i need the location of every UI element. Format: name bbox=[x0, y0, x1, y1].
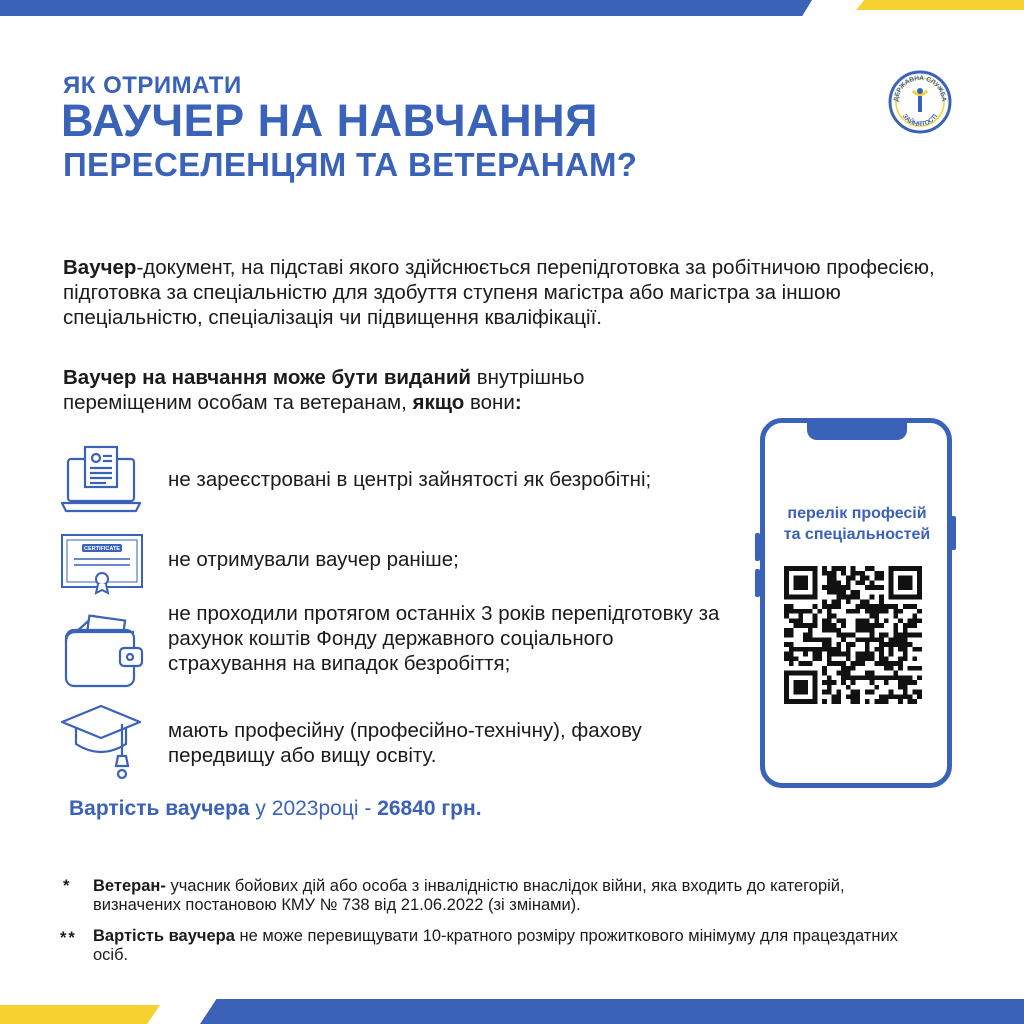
cost-value: 26840 грн. bbox=[377, 797, 482, 820]
footnote-mark-1: * bbox=[63, 877, 70, 895]
qr-code-icon[interactable] bbox=[784, 566, 922, 704]
wallet-icon bbox=[60, 612, 146, 690]
certificate-badge: CERTIFICATE bbox=[84, 546, 120, 552]
definition-text: -документ, на підставі якого здійснюється перепідготовка за робітничою професією, підготовка за спеціальністю для здобуття ступеня магістра або магістра за іншою спеціальністю, спеціалізація чи підвищення кваліфікації. bbox=[63, 256, 935, 329]
bottom-yellow-stripe bbox=[0, 1005, 160, 1024]
professions-list-link[interactable] bbox=[770, 503, 944, 545]
cost-middle: у 2023році - bbox=[249, 797, 378, 820]
footnote-2-text: не може перевищувати 10-кратного розміру прожиткового мінімуму для працездатних осіб. bbox=[93, 927, 898, 964]
phone-text-line-1: перелік професій bbox=[787, 505, 927, 522]
intro-text-2: вони bbox=[464, 391, 515, 414]
logo-text-bottom: ЗАЙНЯТОСТІ bbox=[900, 112, 940, 129]
voucher-definition bbox=[63, 255, 943, 330]
intro-bold-3: : bbox=[514, 391, 522, 414]
phone-side-button bbox=[755, 569, 760, 597]
title-line-1: ЯК ОТРИМАТИ bbox=[63, 72, 242, 99]
phone-side-button bbox=[951, 516, 956, 550]
top-blue-stripe bbox=[0, 0, 812, 16]
laptop-document-icon bbox=[60, 445, 142, 517]
footnote-2 bbox=[93, 927, 913, 965]
phone-notch bbox=[807, 418, 907, 440]
bottom-blue-stripe bbox=[200, 999, 1024, 1024]
condition-1: не зареєстровані в центрі зайнятості як безробітні; bbox=[168, 468, 652, 491]
footnote-1-term: Ветеран- bbox=[93, 877, 166, 895]
title-line-2: ВАУЧЕР НА НАВЧАННЯ bbox=[61, 95, 598, 146]
certificate-icon bbox=[60, 533, 144, 595]
title-line-3: ПЕРЕСЕЛЕНЦЯМ ТА ВЕТЕРАНАМ? bbox=[63, 146, 638, 183]
footnote-2-term: Вартість ваучера bbox=[93, 927, 235, 945]
intro-bold-2: якщо bbox=[412, 391, 465, 414]
footnote-1-text: учасник бойових дій або особа з інвалідністю внаслідок війни, яка входить до категорій, визначених постановою КМУ № 738 від 21.06.2022 (зі змінами). bbox=[93, 877, 845, 914]
intro-text-1: внутрішньо переміщеним особам та ветеранам, bbox=[63, 366, 585, 414]
definition-term: Ваучер bbox=[63, 256, 137, 279]
graduation-cap-icon bbox=[58, 700, 144, 782]
top-yellow-stripe bbox=[856, 0, 1024, 10]
phone-text-line-2: та спеціальностей bbox=[783, 526, 931, 543]
condition-3: не проходили протягом останніх 3 років перепідготовку за рахунок коштів Фонду державного соціального страхування на випадок безробіття; bbox=[168, 602, 720, 675]
employment-service-logo bbox=[888, 70, 952, 134]
footnote-mark-2: ** bbox=[60, 929, 77, 947]
voucher-cost bbox=[69, 797, 482, 821]
condition-2: не отримували ваучер раніше; bbox=[168, 548, 459, 571]
logo-text-top: ДЕРЖАВНА СЛУЖБА bbox=[892, 74, 948, 102]
intro-bold-1: Ваучер на навчання може бути виданий bbox=[63, 366, 472, 389]
footnote-1 bbox=[93, 877, 893, 915]
eligibility-intro bbox=[63, 365, 663, 415]
condition-4: мають професійну (професійно-технічну), фахову передвищу або вищу освіту. bbox=[168, 719, 642, 767]
phone-side-button bbox=[755, 533, 760, 561]
cost-label: Вартість ваучера bbox=[69, 797, 250, 820]
